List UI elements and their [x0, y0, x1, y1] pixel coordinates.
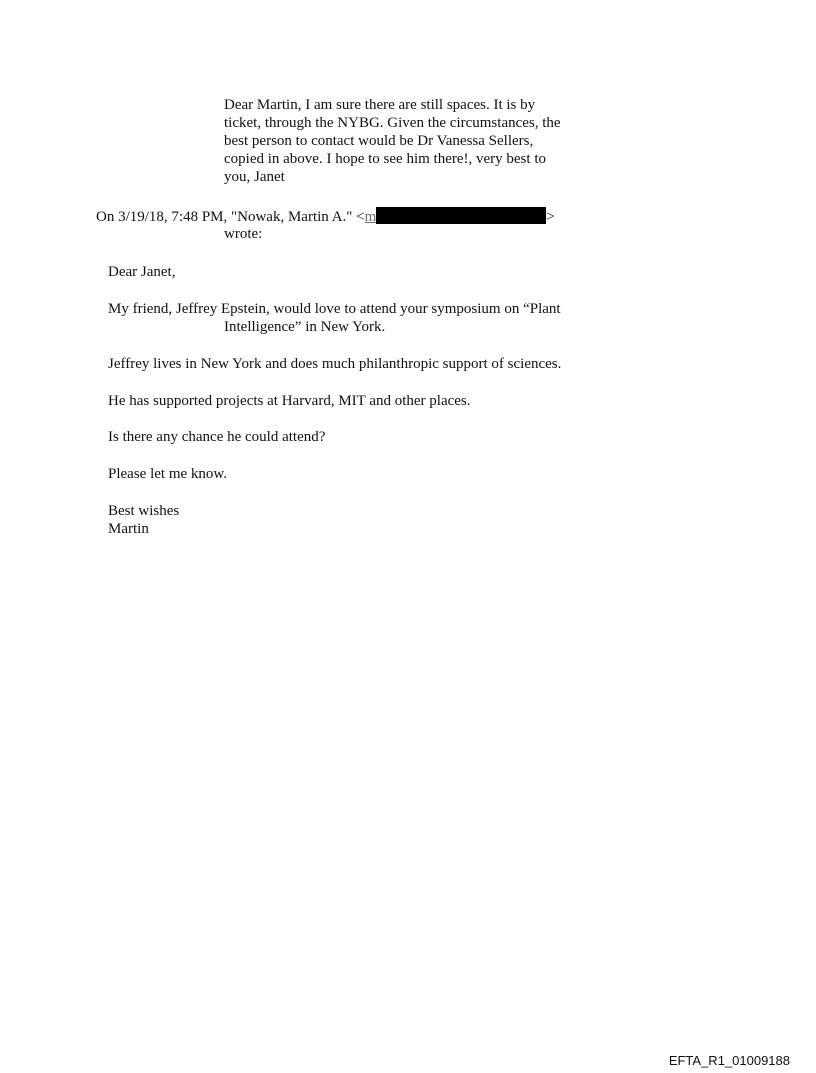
reply-line: ticket, through the NYBG. Given the circumstances, the — [224, 115, 561, 131]
original-paragraph-3: He has supported projects at Harvard, MIT and other places. — [108, 393, 471, 409]
sender-email-link[interactable]: m — [364, 209, 377, 225]
paragraph-line: My friend, Jeffrey Epstein, would love to attend your symposium on “Plant — [108, 301, 561, 317]
reply-message — [224, 96, 594, 186]
quote-header-wrote: wrote: — [224, 226, 263, 242]
paragraph-line: Intelligence” in New York. — [224, 319, 386, 335]
original-paragraph-2: Jeffrey lives in New York and does much philanthropic support of sciences. — [108, 356, 562, 372]
document-id: EFTA_R1_01009188 — [668, 1053, 790, 1068]
redaction-box — [376, 207, 546, 224]
reply-line: copied in above. I hope to see him there!, very best to — [224, 151, 546, 167]
quote-header — [96, 207, 555, 226]
original-paragraph-4: Is there any chance he could attend? — [108, 429, 326, 445]
signature-line: Martin — [108, 521, 149, 537]
original-greeting: Dear Janet, — [108, 264, 176, 280]
reply-line: best person to contact would be Dr Vanessa Sellers, — [224, 133, 534, 149]
quote-header-suffix: > — [546, 209, 555, 225]
original-paragraph-5: Please let me know. — [108, 466, 227, 482]
quote-header-prefix: On 3/19/18, 7:48 PM, "Nowak, Martin A." < — [96, 209, 365, 225]
closing-line: Best wishes — [108, 503, 180, 519]
original-paragraph-1 — [108, 300, 561, 336]
reply-line: Dear Martin, I am sure there are still spaces. It is by — [224, 97, 536, 113]
reply-line: you, Janet — [224, 169, 285, 185]
original-closing — [108, 502, 179, 538]
